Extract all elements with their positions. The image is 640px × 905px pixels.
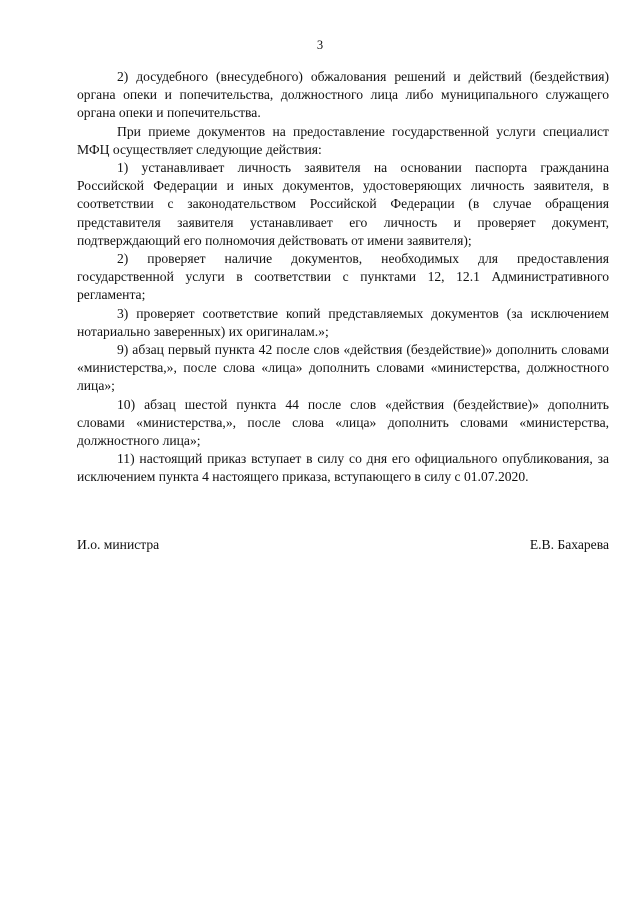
paragraph-item-9: 9) абзац первый пункта 42 после слов «действия (бездействие)» дополнить словами «министерства,», после слова «лица» дополнить словами «министерства, должностного лица»; [77, 342, 609, 394]
paragraph-mfc-intro: При приеме документов на предоставление государственной услуги специалист МФЦ осуществляет следующие действия: [77, 123, 609, 157]
document-body [77, 68, 609, 487]
paragraph-item-11: 11) настоящий приказ вступает в силу со дня его официального опубликования, за исключением пункта 4 настоящего приказа, вступающего в силу с 01.07.2020. [77, 451, 609, 485]
paragraph-appeal-procedure: 2) досудебного (внесудебного) обжалования решений и действий (бездействия) органа опеки и попечительства, должностного лица либо муниципального служащего органа опеки и попечительства. [77, 69, 609, 121]
signatory-position: И.о. министра [77, 537, 160, 552]
page-number: 3 [316, 38, 324, 52]
signatory-name: Е.В. Бахарева [529, 537, 609, 552]
paragraph-identity-check: 1) устанавливает личность заявителя на основании паспорта гражданина Российской Федерации и иных документов, удостоверяющих личность заявителя, в соответствии с законодательством Российской Федерации (в случае обращения представителя заявителя устанавливает его личность и проверяет документ, подтверждающий его полномочия действовать от имени заявителя); [77, 160, 609, 248]
paragraph-documents-check: 2) проверяет наличие документов, необходимых для предоставления государственной услуги в соответствии с пунктами 12, 12.1 Административного регламента; [77, 251, 609, 303]
paragraph-copies-check: 3) проверяет соответствие копий представляемых документов (за исключением нотариально заверенных) их оригиналам.»; [77, 305, 609, 339]
paragraph-item-10: 10) абзац шестой пункта 44 после слов «действия (бездействие)» дополнить словами «министерства,», после слова «лица» дополнить словами «министерства, должностного лица»; [77, 396, 609, 449]
